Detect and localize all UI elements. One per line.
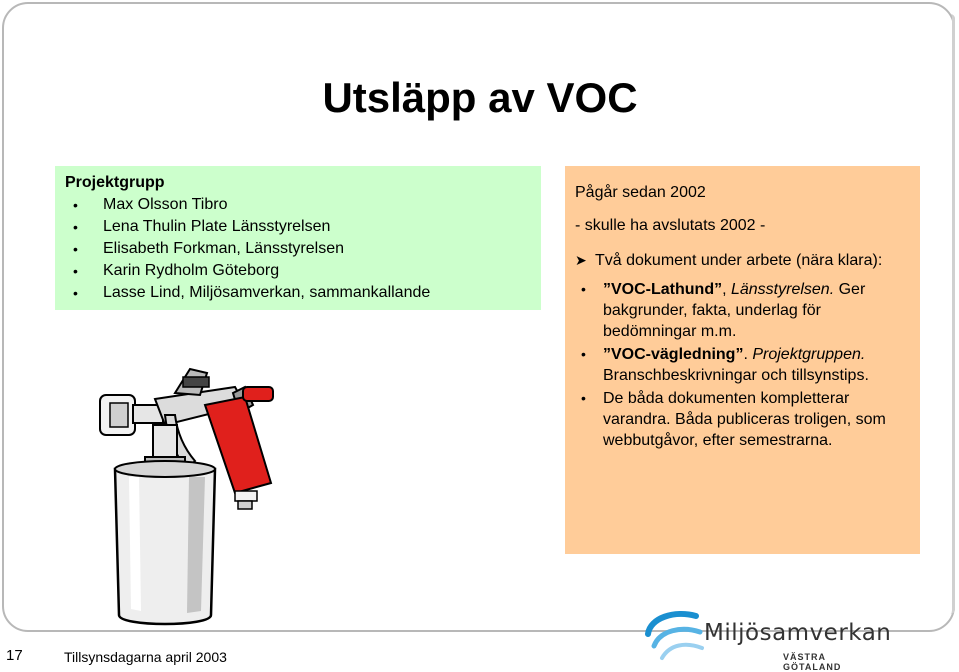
document-owner: Projektgruppen.	[752, 346, 866, 363]
footer-event: Tillsynsdagarna april 2003	[64, 649, 227, 665]
project-group-heading: Projektgrupp	[65, 174, 165, 191]
project-group-list	[65, 194, 531, 304]
arrow-bullet-icon: ➤	[575, 252, 587, 268]
logo-name: Miljösamverkan	[704, 620, 892, 646]
document-owner: Länsstyrelsen.	[730, 281, 835, 298]
list-item: • ”VOC-Lathund”, Länsstyrelsen. Ger bakgrunder, fakta, underlag för bedömningar m.m.	[575, 279, 910, 342]
slide-title: Utsläpp av VOC	[322, 74, 638, 121]
status-note: - skulle ha avslutats 2002 -	[575, 217, 766, 234]
list-item: • De båda dokumenten kompletterar varandra. Båda publiceras troligen, som webbutgåvor, efter semestrarna.	[575, 388, 910, 451]
list-item: • Max Olsson Tibro	[65, 194, 531, 216]
spray-gun-icon	[95, 365, 355, 635]
list-item: • ”VOC-vägledning”. Projektgruppen. Branschbeskrivningar och tillsynstips.	[575, 344, 910, 386]
logo-swirl-icon	[640, 604, 706, 664]
list-item: • Lena Thulin Plate Länsstyrelsen	[65, 216, 531, 238]
logo-region: VÄSTRA GÖTALAND	[783, 652, 842, 672]
status-ongoing: Pågår sedan 2002	[575, 184, 706, 201]
documents-list	[575, 279, 910, 451]
status-box	[565, 166, 920, 554]
arrow-list-item	[575, 250, 910, 271]
miljosamverkan-logo	[640, 604, 892, 672]
list-item: • Elisabeth Forkman, Länsstyrelsen	[65, 238, 531, 260]
document-description: Ger bakgrunder, fakta, underlag för bedömningar m.m.	[603, 281, 866, 340]
document-name: ”VOC-vägledning”	[603, 346, 744, 363]
list-item: • Karin Rydholm Göteborg	[65, 260, 531, 282]
project-group-box	[55, 166, 541, 310]
arrow-item-text: Två dokument under arbete (nära klara):	[595, 252, 883, 269]
list-item: • Lasse Lind, Miljösamverkan, sammankallande	[65, 282, 531, 304]
page-number: 17	[6, 647, 23, 664]
document-description: Branschbeskrivningar och tillsynstips.	[603, 367, 869, 384]
document-name: ”VOC-Lathund”	[603, 281, 723, 298]
